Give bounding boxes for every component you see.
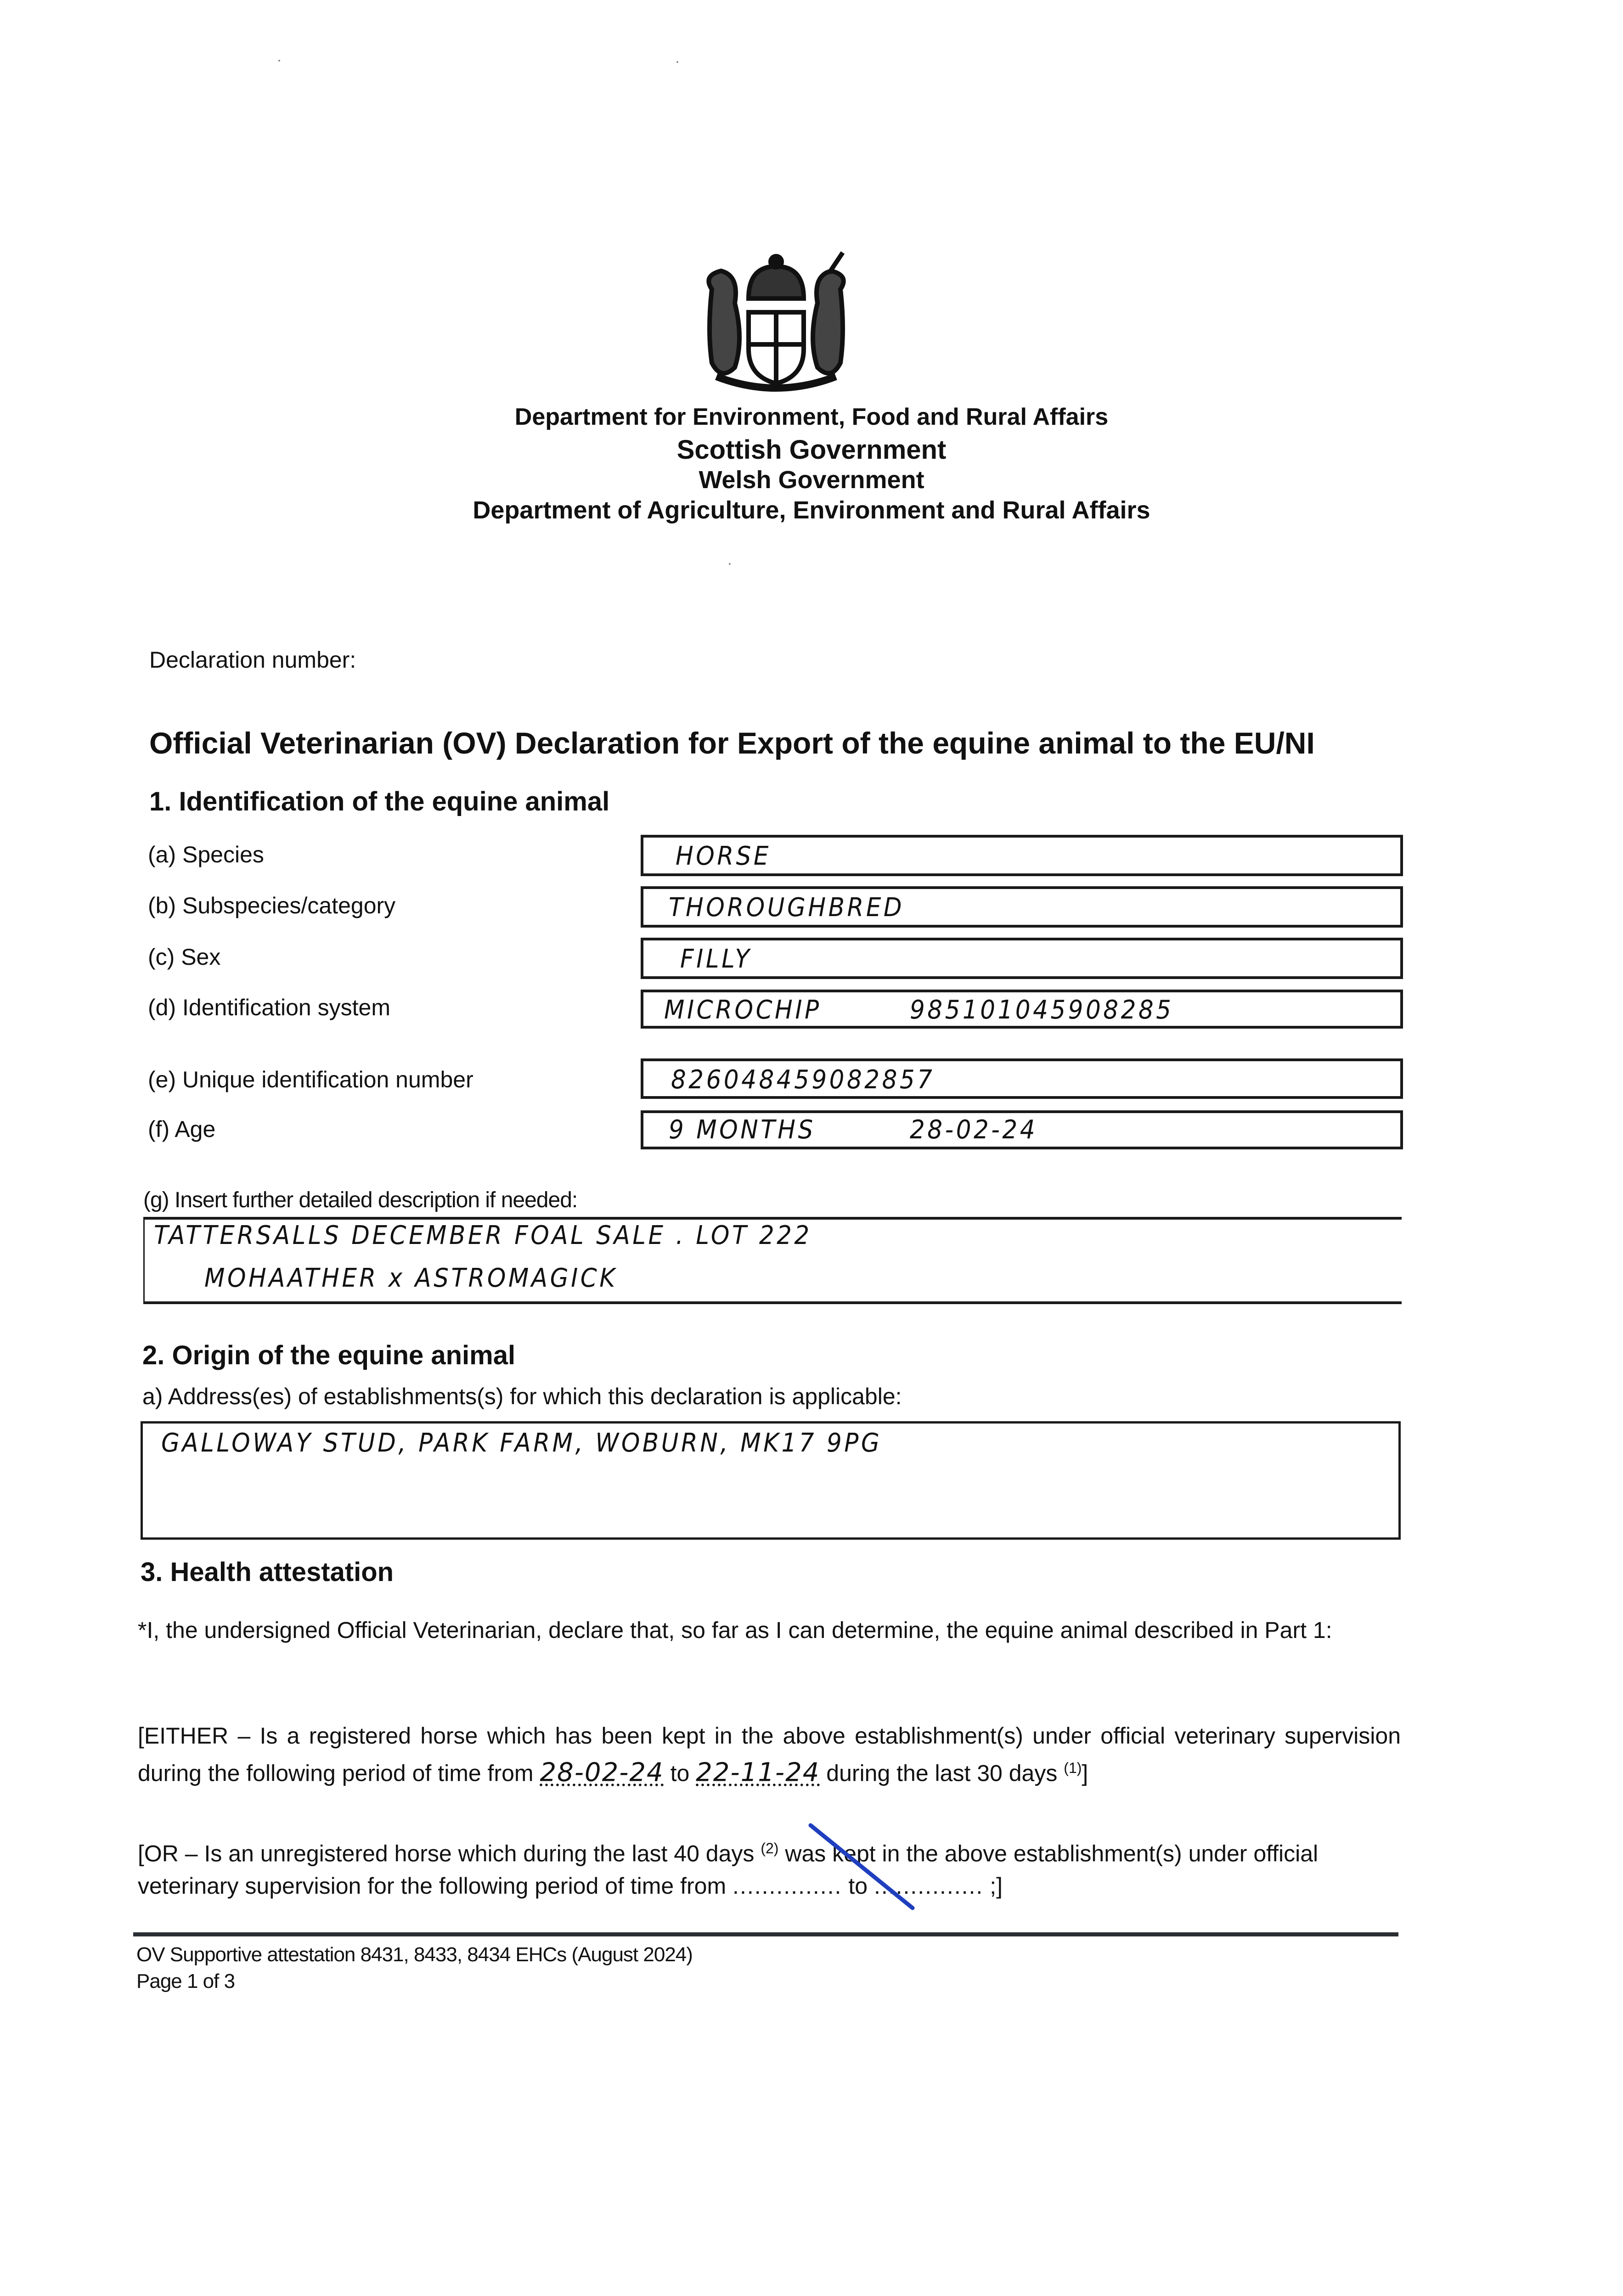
declaration-number-label: Declaration number: xyxy=(149,647,356,673)
age-field[interactable] xyxy=(641,1110,1403,1149)
declaration-number-field[interactable] xyxy=(381,647,657,674)
age-value: 9 MONTHS xyxy=(669,1115,816,1145)
subspecies-value: THOROUGHBRED xyxy=(669,893,905,923)
either-date-to[interactable]: 22-11-24 xyxy=(696,1757,820,1788)
further-description-field[interactable] xyxy=(143,1217,1402,1304)
scan-speck xyxy=(676,61,678,63)
or-date-from-blank[interactable]: ............... xyxy=(733,1873,842,1899)
date-of-birth-value: 28-02-24 xyxy=(910,1115,1038,1145)
species-value: HORSE xyxy=(676,841,771,871)
sex-field[interactable] xyxy=(641,938,1403,979)
sex-label: (c) Sex xyxy=(148,944,221,970)
age-label: (f) Age xyxy=(148,1116,216,1142)
scan-speck xyxy=(729,563,731,565)
pen-strikethrough-mark xyxy=(806,1823,916,1910)
address-value: GALLOWAY STUD, PARK FARM, WOBURN, MK17 9PG xyxy=(161,1428,882,1458)
further-description-line2: MOHAATHER x ASTROMAGICK xyxy=(204,1263,618,1293)
section3-heading: 3. Health attestation xyxy=(141,1557,394,1587)
identification-system-value: MICROCHIP xyxy=(664,995,822,1025)
unique-id-value: 826048459082857 xyxy=(671,1065,935,1095)
section1-heading: 1. Identification of the equine animal xyxy=(149,787,610,816)
org-welsh-government: Welsh Government xyxy=(699,466,924,494)
further-description-label: (g) Insert further detailed description if needed: xyxy=(143,1188,578,1212)
unique-id-label: (e) Unique identification number xyxy=(148,1067,473,1092)
unique-id-field[interactable] xyxy=(641,1058,1403,1099)
species-field[interactable] xyxy=(641,835,1403,876)
either-clause: [EITHER – Is a registered horse which has been kept in the above establishment(s) under official veterinary supervision during the following period of time from 28-02-24 to 22-11-24 during the last 30 days $^{(1)}$] xyxy=(138,1723,1401,1788)
either-date-from[interactable]: 28-02-24 xyxy=(540,1757,664,1788)
document-title: Official Veterinarian (OV) Declaration for Export of the equine animal to the EU/NI xyxy=(149,726,1315,760)
species-label: (a) Species xyxy=(148,842,264,867)
footnote-2: (2) xyxy=(761,1840,779,1857)
subspecies-field[interactable] xyxy=(641,886,1403,928)
identification-system-label: (d) Identification system xyxy=(148,995,390,1020)
section2-heading: 2. Origin of the equine animal xyxy=(142,1340,516,1370)
org-defra: Department for Environment, Food and Rural Affairs xyxy=(514,404,1109,430)
health-attestation-intro: *I, the undersigned Official Veterinarian, declare that, so far as I can determine, the equine animal described in Part 1: xyxy=(138,1617,1332,1643)
org-scottish-government: Scottish Government xyxy=(676,435,947,465)
footer-reference: OV Supportive attestation 8431, 8433, 8434 EHCs (August 2024) xyxy=(136,1943,693,1966)
org-daera: Department of Agriculture, Environment and Rural Affairs xyxy=(473,496,1150,524)
address-label: a) Address(es) of establishments(s) for which this declaration is applicable: xyxy=(142,1384,902,1409)
scan-speck xyxy=(278,60,280,62)
sex-value: FILLY xyxy=(680,944,752,974)
microchip-number-value: 985101045908285 xyxy=(910,995,1174,1025)
or-date-to-blank[interactable]: ............... xyxy=(873,1873,984,1899)
further-description-line1: TATTERSALLS DECEMBER FOAL SALE . LOT 222 xyxy=(154,1221,812,1250)
footnote-1: (1) xyxy=(1064,1760,1082,1776)
footer-divider xyxy=(133,1932,1398,1936)
royal-coat-of-arms-icon xyxy=(684,248,868,400)
or-clause: [OR – Is an unregistered horse which during the last 40 days $^{(2)}$ was kept in the above establishment(s) under official veterinary supervision for the following period of time from ............... to ............... ;] xyxy=(138,1840,1319,1899)
identification-system-field[interactable] xyxy=(641,990,1403,1029)
subspecies-label: (b) Subspecies/category xyxy=(148,893,396,918)
address-field[interactable] xyxy=(141,1421,1401,1540)
page-number: Page 1 of 3 xyxy=(136,1970,235,1992)
